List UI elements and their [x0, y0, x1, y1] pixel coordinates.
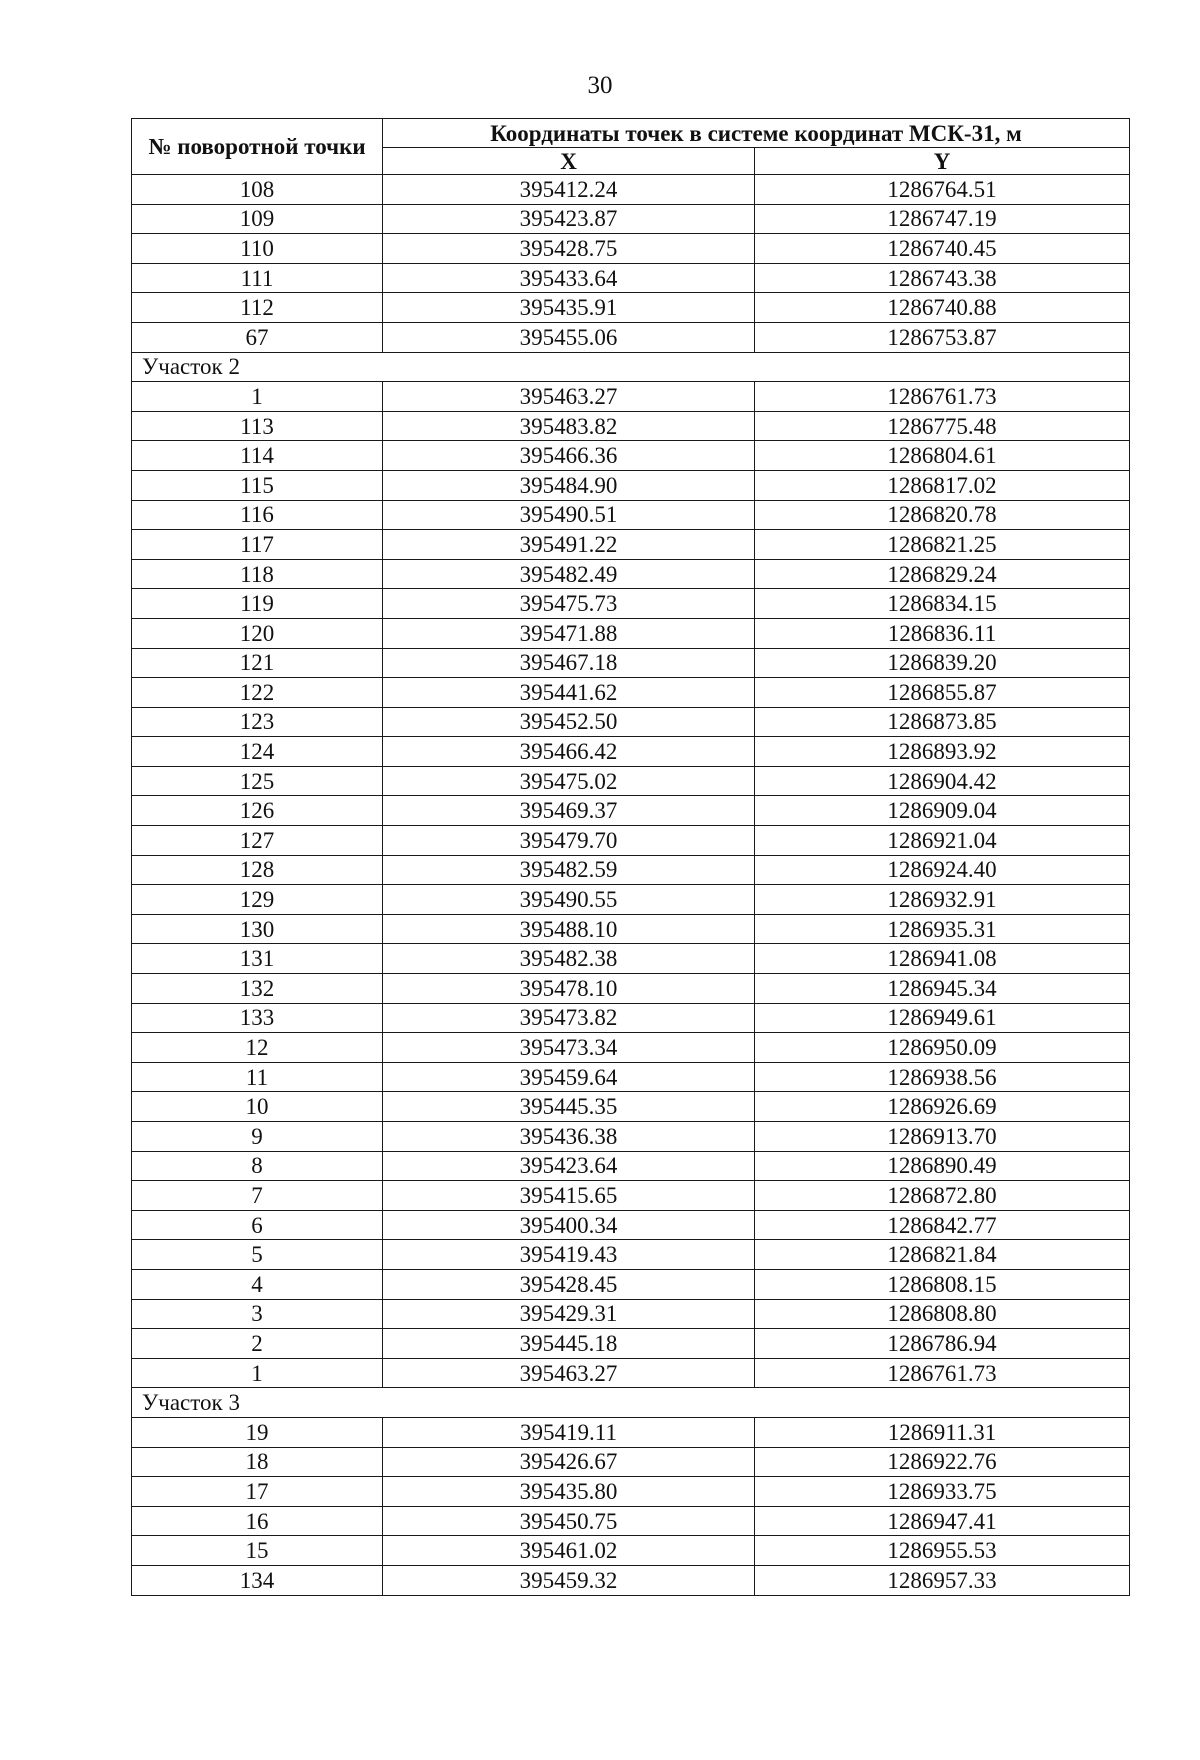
point-number-cell: 119 — [132, 589, 383, 619]
x-coordinate-cell: 395429.31 — [383, 1299, 755, 1329]
table-row — [132, 411, 1130, 441]
table-row — [132, 470, 1130, 500]
table-row — [132, 559, 1130, 589]
point-number-cell: 1 — [132, 382, 383, 412]
table-row — [132, 1565, 1130, 1595]
table-row — [132, 826, 1130, 856]
point-number-cell: 10 — [132, 1092, 383, 1122]
table-row — [132, 1003, 1130, 1033]
y-coordinate-cell: 1286839.20 — [755, 648, 1130, 678]
x-coordinate-cell: 395483.82 — [383, 411, 755, 441]
y-coordinate-cell: 1286753.87 — [755, 322, 1130, 352]
point-number-cell: 116 — [132, 500, 383, 530]
x-coordinate-cell: 395400.34 — [383, 1210, 755, 1240]
point-number-cell: 108 — [132, 175, 383, 205]
y-coordinate-cell: 1286834.15 — [755, 589, 1130, 619]
y-coordinate-cell: 1286872.80 — [755, 1181, 1130, 1211]
table-row — [132, 1240, 1130, 1270]
point-number-cell: 1 — [132, 1358, 383, 1388]
x-coordinate-cell: 395441.62 — [383, 678, 755, 708]
point-number-cell: 109 — [132, 204, 383, 234]
y-coordinate-cell: 1286935.31 — [755, 914, 1130, 944]
table-row — [132, 1417, 1130, 1447]
x-coordinate-cell: 395473.82 — [383, 1003, 755, 1033]
y-coordinate-cell: 1286842.77 — [755, 1210, 1130, 1240]
y-coordinate-cell: 1286911.31 — [755, 1417, 1130, 1447]
x-coordinate-cell: 395423.64 — [383, 1151, 755, 1181]
y-coordinate-cell: 1286921.04 — [755, 826, 1130, 856]
table-row — [132, 1151, 1130, 1181]
y-coordinate-cell: 1286933.75 — [755, 1477, 1130, 1507]
y-coordinate-cell: 1286740.45 — [755, 234, 1130, 264]
page-number: 30 — [587, 72, 613, 99]
x-coordinate-cell: 395445.18 — [383, 1329, 755, 1359]
point-number-cell: 2 — [132, 1329, 383, 1359]
point-number-cell: 123 — [132, 707, 383, 737]
table-row — [132, 1269, 1130, 1299]
table-row — [132, 885, 1130, 915]
point-number-cell: 19 — [132, 1417, 383, 1447]
y-coordinate-cell: 1286922.76 — [755, 1447, 1130, 1477]
table-row — [132, 855, 1130, 885]
table-row — [132, 263, 1130, 293]
table-row — [132, 1329, 1130, 1359]
x-coordinate-cell: 395482.38 — [383, 944, 755, 974]
point-number-cell: 134 — [132, 1565, 383, 1595]
table-row — [132, 974, 1130, 1004]
point-number-cell: 124 — [132, 737, 383, 767]
coordinates-table — [131, 118, 1130, 1596]
y-coordinate-cell: 1286761.73 — [755, 382, 1130, 412]
x-coordinate-cell: 395426.67 — [383, 1447, 755, 1477]
point-number-cell: 111 — [132, 263, 383, 293]
x-coordinate-cell: 395428.45 — [383, 1269, 755, 1299]
y-coordinate-cell: 1286945.34 — [755, 974, 1130, 1004]
x-coordinate-cell: 395473.34 — [383, 1033, 755, 1063]
table-row — [132, 1122, 1130, 1152]
x-coordinate-cell: 395490.55 — [383, 885, 755, 915]
y-coordinate-cell: 1286808.80 — [755, 1299, 1130, 1329]
x-coordinate-cell: 395459.64 — [383, 1062, 755, 1092]
point-number-cell: 127 — [132, 826, 383, 856]
table-row — [132, 204, 1130, 234]
x-coordinate-cell: 395463.27 — [383, 382, 755, 412]
y-coordinate-cell: 1286932.91 — [755, 885, 1130, 915]
point-number-cell: 132 — [132, 974, 383, 1004]
x-coordinate-cell: 395475.73 — [383, 589, 755, 619]
point-number-cell: 16 — [132, 1506, 383, 1536]
y-coordinate-cell: 1286893.92 — [755, 737, 1130, 767]
table-row — [132, 234, 1130, 264]
point-number-cell: 67 — [132, 322, 383, 352]
table-row — [132, 441, 1130, 471]
point-number-cell: 11 — [132, 1062, 383, 1092]
point-number-cell: 115 — [132, 470, 383, 500]
y-coordinate-cell: 1286829.24 — [755, 559, 1130, 589]
x-coordinate-cell: 395415.65 — [383, 1181, 755, 1211]
x-coordinate-cell: 395475.02 — [383, 766, 755, 796]
table-row — [132, 1299, 1130, 1329]
y-coordinate-cell: 1286950.09 — [755, 1033, 1130, 1063]
x-coordinate-cell: 395488.10 — [383, 914, 755, 944]
point-number-cell: 120 — [132, 618, 383, 648]
x-coordinate-cell: 395450.75 — [383, 1506, 755, 1536]
x-coordinate-cell: 395412.24 — [383, 175, 755, 205]
x-coordinate-cell: 395491.22 — [383, 530, 755, 560]
x-coordinate-cell: 395445.35 — [383, 1092, 755, 1122]
section-row — [132, 352, 1130, 382]
point-number-cell: 126 — [132, 796, 383, 826]
point-number-header: № поворотной точки — [132, 119, 383, 175]
point-number-cell: 110 — [132, 234, 383, 264]
x-column-header: X — [383, 148, 755, 175]
y-coordinate-cell: 1286890.49 — [755, 1151, 1130, 1181]
x-coordinate-cell: 395463.27 — [383, 1358, 755, 1388]
table-row — [132, 1358, 1130, 1388]
point-number-cell: 114 — [132, 441, 383, 471]
y-coordinate-cell: 1286855.87 — [755, 678, 1130, 708]
point-number-cell: 113 — [132, 411, 383, 441]
y-coordinate-cell: 1286764.51 — [755, 175, 1130, 205]
point-number-cell: 15 — [132, 1536, 383, 1566]
y-coordinate-cell: 1286817.02 — [755, 470, 1130, 500]
y-coordinate-cell: 1286740.88 — [755, 293, 1130, 323]
table-row — [132, 500, 1130, 530]
table-row — [132, 1210, 1130, 1240]
table-row — [132, 944, 1130, 974]
table-row — [132, 1506, 1130, 1536]
x-coordinate-cell: 395423.87 — [383, 204, 755, 234]
y-coordinate-cell: 1286941.08 — [755, 944, 1130, 974]
y-coordinate-cell: 1286913.70 — [755, 1122, 1130, 1152]
section-label: Участок 3 — [132, 1388, 1130, 1418]
y-coordinate-cell: 1286924.40 — [755, 855, 1130, 885]
table-row — [132, 737, 1130, 767]
x-coordinate-cell: 395490.51 — [383, 500, 755, 530]
y-coordinate-cell: 1286955.53 — [755, 1536, 1130, 1566]
table-header — [132, 119, 1130, 175]
y-column-header: Y — [755, 148, 1130, 175]
table-row — [132, 796, 1130, 826]
table-row — [132, 1092, 1130, 1122]
y-coordinate-cell: 1286873.85 — [755, 707, 1130, 737]
y-coordinate-cell: 1286938.56 — [755, 1062, 1130, 1092]
x-coordinate-cell: 395436.38 — [383, 1122, 755, 1152]
table-row — [132, 1181, 1130, 1211]
table-row — [132, 322, 1130, 352]
table-row — [132, 382, 1130, 412]
x-coordinate-cell: 395452.50 — [383, 707, 755, 737]
point-number-cell: 5 — [132, 1240, 383, 1270]
point-number-cell: 12 — [132, 1033, 383, 1063]
x-coordinate-cell: 395482.59 — [383, 855, 755, 885]
x-coordinate-cell: 395428.75 — [383, 234, 755, 264]
y-coordinate-cell: 1286909.04 — [755, 796, 1130, 826]
table-row — [132, 618, 1130, 648]
x-coordinate-cell: 395461.02 — [383, 1536, 755, 1566]
section-row — [132, 1388, 1130, 1418]
table-row — [132, 1536, 1130, 1566]
table-row — [132, 1447, 1130, 1477]
x-coordinate-cell: 395469.37 — [383, 796, 755, 826]
y-coordinate-cell: 1286926.69 — [755, 1092, 1130, 1122]
y-coordinate-cell: 1286761.73 — [755, 1358, 1130, 1388]
y-coordinate-cell: 1286836.11 — [755, 618, 1130, 648]
point-number-cell: 17 — [132, 1477, 383, 1507]
point-number-cell: 3 — [132, 1299, 383, 1329]
x-coordinate-cell: 395471.88 — [383, 618, 755, 648]
point-number-cell: 128 — [132, 855, 383, 885]
x-coordinate-cell: 395455.06 — [383, 322, 755, 352]
point-number-cell: 7 — [132, 1181, 383, 1211]
x-coordinate-cell: 395435.80 — [383, 1477, 755, 1507]
y-coordinate-cell: 1286821.84 — [755, 1240, 1130, 1270]
y-coordinate-cell: 1286775.48 — [755, 411, 1130, 441]
table-row — [132, 293, 1130, 323]
table-row — [132, 914, 1130, 944]
x-coordinate-cell: 395478.10 — [383, 974, 755, 1004]
y-coordinate-cell: 1286949.61 — [755, 1003, 1130, 1033]
x-coordinate-cell: 395433.64 — [383, 263, 755, 293]
y-coordinate-cell: 1286804.61 — [755, 441, 1130, 471]
y-coordinate-cell: 1286957.33 — [755, 1565, 1130, 1595]
point-number-cell: 129 — [132, 885, 383, 915]
point-number-cell: 121 — [132, 648, 383, 678]
y-coordinate-cell: 1286947.41 — [755, 1506, 1130, 1536]
point-number-cell: 122 — [132, 678, 383, 708]
point-number-cell: 117 — [132, 530, 383, 560]
y-coordinate-cell: 1286821.25 — [755, 530, 1130, 560]
point-number-cell: 4 — [132, 1269, 383, 1299]
table-row — [132, 707, 1130, 737]
coordinates-group-header: Координаты точек в системе координат МСК-31, м — [383, 119, 1130, 148]
x-coordinate-cell: 395484.90 — [383, 470, 755, 500]
y-coordinate-cell: 1286786.94 — [755, 1329, 1130, 1359]
table-row — [132, 678, 1130, 708]
x-coordinate-cell: 395467.18 — [383, 648, 755, 678]
y-coordinate-cell: 1286808.15 — [755, 1269, 1130, 1299]
x-coordinate-cell: 395482.49 — [383, 559, 755, 589]
point-number-cell: 118 — [132, 559, 383, 589]
y-coordinate-cell: 1286747.19 — [755, 204, 1130, 234]
point-number-cell: 8 — [132, 1151, 383, 1181]
table-row — [132, 1062, 1130, 1092]
x-coordinate-cell: 395479.70 — [383, 826, 755, 856]
x-coordinate-cell: 395466.42 — [383, 737, 755, 767]
point-number-cell: 112 — [132, 293, 383, 323]
table-row — [132, 1033, 1130, 1063]
header-row — [132, 119, 1130, 148]
x-coordinate-cell: 395435.91 — [383, 293, 755, 323]
point-number-cell: 9 — [132, 1122, 383, 1152]
point-number-cell: 18 — [132, 1447, 383, 1477]
y-coordinate-cell: 1286743.38 — [755, 263, 1130, 293]
x-coordinate-cell: 395466.36 — [383, 441, 755, 471]
table-row — [132, 766, 1130, 796]
point-number-cell: 131 — [132, 944, 383, 974]
table-row — [132, 1477, 1130, 1507]
y-coordinate-cell: 1286820.78 — [755, 500, 1130, 530]
table-row — [132, 589, 1130, 619]
x-coordinate-cell: 395419.43 — [383, 1240, 755, 1270]
section-label: Участок 2 — [132, 352, 1130, 382]
x-coordinate-cell: 395419.11 — [383, 1417, 755, 1447]
point-number-cell: 133 — [132, 1003, 383, 1033]
x-coordinate-cell: 395459.32 — [383, 1565, 755, 1595]
table-body — [132, 175, 1130, 1596]
y-coordinate-cell: 1286904.42 — [755, 766, 1130, 796]
table-row — [132, 175, 1130, 205]
point-number-cell: 6 — [132, 1210, 383, 1240]
point-number-cell: 130 — [132, 914, 383, 944]
table-row — [132, 648, 1130, 678]
table-row — [132, 530, 1130, 560]
point-number-cell: 125 — [132, 766, 383, 796]
